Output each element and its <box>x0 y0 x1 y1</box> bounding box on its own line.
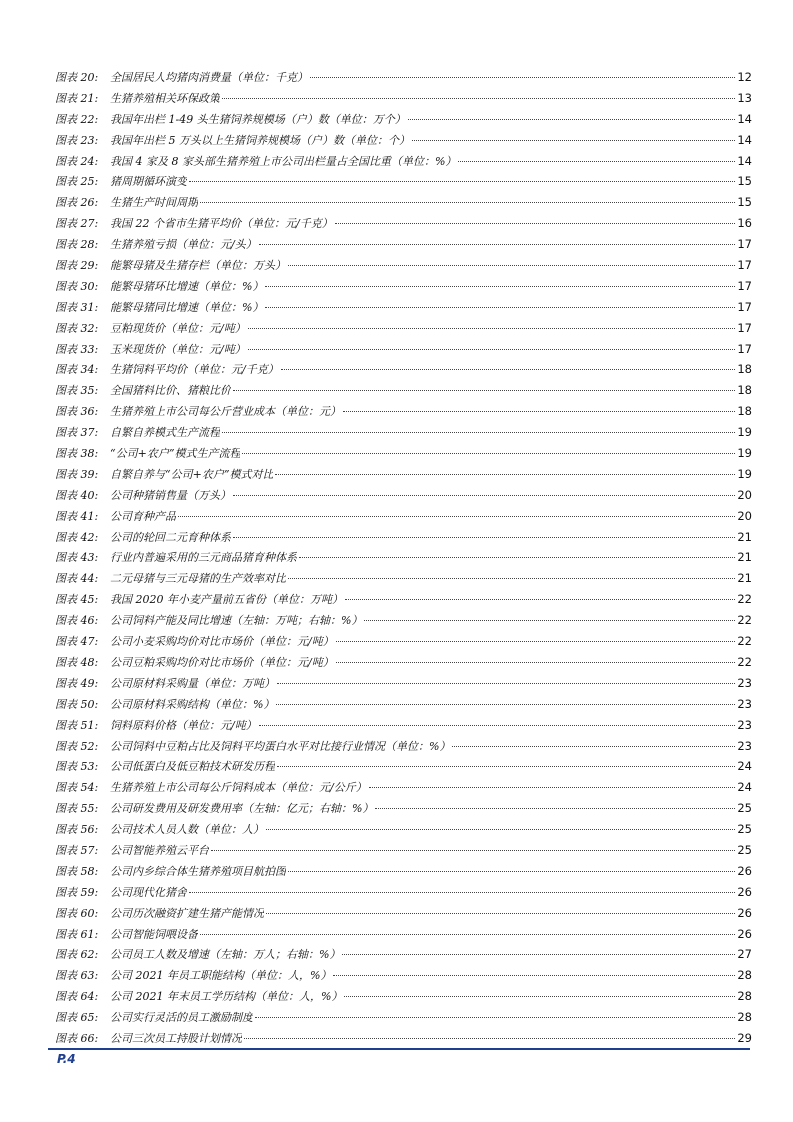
toc-entry[interactable] <box>55 318 752 339</box>
figure-title: 二元母猪与三元母猪的生产效率对比 <box>110 572 286 586</box>
toc-entry[interactable] <box>55 213 752 234</box>
dot-leader <box>458 161 735 162</box>
toc-entry[interactable] <box>55 443 752 464</box>
toc-entry[interactable] <box>55 276 752 297</box>
page-ref: 23 <box>737 675 752 690</box>
figure-number: 图表 33: <box>55 342 99 356</box>
figure-title: 我国 2020 年小麦产量前五省份（单位：万吨） <box>110 593 343 607</box>
page-ref: 26 <box>737 863 752 878</box>
figure-title: 公司种猪销售量（万头） <box>110 488 231 502</box>
dot-leader <box>248 328 736 329</box>
figure-title: 自繁自养与“公司+农户”模式对比 <box>110 467 274 481</box>
dot-leader <box>189 892 735 893</box>
toc-entry[interactable] <box>55 568 752 589</box>
dot-leader <box>342 954 735 955</box>
figure-number: 图表 63: <box>55 969 99 983</box>
dot-leader <box>310 77 735 78</box>
figure-number: 图表 54: <box>55 781 99 795</box>
toc-entry[interactable] <box>55 715 752 736</box>
dot-leader <box>344 996 735 997</box>
figure-title: 公司历次融资扩建生猪产能情况 <box>110 906 264 920</box>
figure-number: 图表 28: <box>55 238 99 252</box>
toc-entry[interactable] <box>55 652 752 673</box>
dot-leader <box>244 1038 735 1039</box>
figure-number: 图表 39: <box>55 467 99 481</box>
dot-leader <box>276 704 735 705</box>
page-ref: 26 <box>737 905 752 920</box>
toc-entry[interactable] <box>55 840 752 861</box>
toc-entry[interactable] <box>55 192 752 213</box>
figure-number: 图表 29: <box>55 259 99 273</box>
page-ref: 23 <box>737 696 752 711</box>
figure-number: 图表 49: <box>55 676 99 690</box>
page-ref: 12 <box>737 70 752 84</box>
dot-leader <box>266 913 735 914</box>
figure-title: 玉米现货价（单位：元/吨） <box>110 342 246 356</box>
dot-leader <box>281 369 736 370</box>
dot-leader <box>259 244 736 245</box>
page-ref: 21 <box>737 571 752 586</box>
page-ref: 25 <box>737 822 752 837</box>
page-ref: 24 <box>737 759 752 774</box>
figure-title: 公司实行灵活的员工激励制度 <box>110 1011 253 1025</box>
dot-leader <box>336 662 736 663</box>
figure-number: 图表 43: <box>55 551 99 565</box>
figure-number: 图表 40: <box>55 488 99 502</box>
toc-entry[interactable] <box>55 464 752 485</box>
dot-leader <box>200 934 735 935</box>
figure-number: 图表 51: <box>55 718 99 732</box>
figure-number: 图表 20: <box>55 71 99 84</box>
toc-entry[interactable] <box>55 297 752 318</box>
toc-entry[interactable] <box>55 610 752 631</box>
figure-title: 我国年出栏 5 万头以上生猪饲养规模场（户）数（单位：个） <box>110 133 410 147</box>
dot-leader <box>233 495 735 496</box>
figure-number: 图表 41: <box>55 509 99 523</box>
figure-title: 我国 4 家及 8 家头部生猪养殖上市公司出栏量占全国比重（单位：%） <box>110 154 457 168</box>
figure-number: 图表 25: <box>55 175 99 189</box>
figure-title: 生猪生产时间周期 <box>110 196 198 210</box>
page-ref: 29 <box>737 1030 752 1045</box>
page-ref: 16 <box>737 216 752 231</box>
toc-entry[interactable] <box>55 861 752 882</box>
page-ref: 26 <box>737 926 752 941</box>
figure-title: 生猪养殖上市公司每公斤饲料成本（单位：元/公斤） <box>110 781 367 795</box>
toc-entry[interactable] <box>55 130 752 151</box>
dot-leader <box>222 98 735 99</box>
toc-entry[interactable] <box>55 359 752 380</box>
figure-title: 公司饲料中豆粕占比及饲料平均蛋白水平对比接行业情况（单位：%） <box>110 739 451 753</box>
figure-number: 图表 46: <box>55 614 99 628</box>
dot-leader <box>452 746 735 747</box>
figure-number: 图表 44: <box>55 572 99 586</box>
figure-number: 图表 22: <box>55 112 99 126</box>
dot-leader <box>412 140 735 141</box>
page-ref: 17 <box>737 320 752 335</box>
dot-leader <box>369 787 736 788</box>
page-ref: 25 <box>737 801 752 816</box>
toc-entry[interactable] <box>55 965 752 986</box>
dot-leader <box>333 975 735 976</box>
toc-entry[interactable] <box>55 380 752 401</box>
figure-title: 公司三次员工持股计划情况 <box>110 1031 242 1045</box>
toc-entry[interactable] <box>55 798 752 819</box>
figure-number: 图表 59: <box>55 885 99 899</box>
dot-leader <box>288 578 735 579</box>
page-ref: 22 <box>737 634 752 649</box>
page-ref: 25 <box>737 842 752 857</box>
page-ref: 22 <box>737 654 752 669</box>
figure-number: 图表 21: <box>55 91 99 105</box>
dot-leader <box>248 349 736 350</box>
page-ref: 17 <box>737 278 752 293</box>
figure-title: 生猪饲料平均价（单位：元/千克） <box>110 363 279 377</box>
figure-title: 能繁母猪同比增速（单位：%） <box>110 300 264 314</box>
figure-title: 公司豆粕采购均价对比市场价（单位：元/吨） <box>110 655 334 669</box>
toc-entry[interactable] <box>55 171 752 192</box>
toc-entry[interactable] <box>55 736 752 757</box>
figure-title: 公司研发费用及研发费用率（左轴：亿元；右轴：%） <box>110 802 374 816</box>
figure-title: 公司技术人员人数（单位：人） <box>110 823 264 837</box>
toc-entry[interactable] <box>55 777 752 798</box>
figure-number: 图表 34: <box>55 363 99 377</box>
page-ref: 18 <box>737 383 752 398</box>
toc-entry[interactable] <box>55 485 752 506</box>
page-ref: 15 <box>737 195 752 210</box>
page-ref: 14 <box>737 153 752 168</box>
page-ref: 27 <box>737 947 752 962</box>
page-ref: 22 <box>737 613 752 628</box>
toc-entry[interactable] <box>55 882 752 903</box>
page-ref: 17 <box>737 299 752 314</box>
page-ref: 23 <box>737 738 752 753</box>
dot-leader <box>178 516 735 517</box>
page-ref: 17 <box>737 258 752 273</box>
toc-entry[interactable] <box>55 756 752 777</box>
figure-number: 图表 64: <box>55 990 99 1004</box>
toc-entry[interactable] <box>55 547 752 568</box>
page-ref: 15 <box>737 174 752 189</box>
dot-leader <box>211 850 735 851</box>
dot-leader <box>222 432 735 433</box>
figure-title: 公司现代化猪舍 <box>110 885 187 899</box>
page-ref: 19 <box>737 425 752 440</box>
figure-number: 图表 66: <box>55 1031 99 1045</box>
dot-leader <box>335 223 736 224</box>
figure-title: 公司 2021 年末员工学历结构（单位：人，%） <box>110 990 343 1004</box>
dot-leader <box>200 202 735 203</box>
page-ref: 18 <box>737 404 752 419</box>
dot-leader <box>259 725 736 726</box>
figure-number: 图表 50: <box>55 697 99 711</box>
figure-title: “公司+农户”模式生产流程 <box>110 447 241 461</box>
figure-title: 公司饲料产能及同比增速（左轴：万吨；右轴：%） <box>110 614 363 628</box>
figure-title: 公司原材料采购量（单位：万吨） <box>110 676 275 690</box>
page-ref: 14 <box>737 132 752 147</box>
toc-entry[interactable] <box>55 88 752 109</box>
dot-leader <box>255 1017 735 1018</box>
figure-title: 饲料原料价格（单位：元/吨） <box>110 718 257 732</box>
page-ref: 20 <box>737 508 752 523</box>
figure-title: 能繁母猪及生猪存栏（单位：万头） <box>110 259 286 273</box>
figure-number: 图表 35: <box>55 384 99 398</box>
dot-leader <box>265 307 735 308</box>
figure-number: 图表 32: <box>55 321 99 335</box>
toc-entry[interactable] <box>55 67 752 88</box>
figure-title: 公司育种产品 <box>110 509 176 523</box>
page-ref: 28 <box>737 968 752 983</box>
figure-title: 公司原材料采购结构（单位：%） <box>110 697 275 711</box>
figure-number: 图表 37: <box>55 426 99 440</box>
figure-title: 行业内普遍采用的三元商品猪育种体系 <box>110 551 297 565</box>
toc-entry[interactable] <box>55 986 752 1007</box>
toc-entry[interactable] <box>55 339 752 360</box>
footer-divider <box>48 1048 750 1050</box>
page-ref: 28 <box>737 1010 752 1025</box>
dot-leader <box>299 557 735 558</box>
figure-number: 图表 26: <box>55 196 99 210</box>
figure-number: 图表 36: <box>55 405 99 419</box>
dot-leader <box>343 411 735 412</box>
figure-title: 公司的轮回二元育种体系 <box>110 530 231 544</box>
figure-number: 图表 62: <box>55 948 99 962</box>
page-ref: 17 <box>737 341 752 356</box>
figure-number: 图表 45: <box>55 593 99 607</box>
figure-title: 公司低蛋白及低豆粕技术研发历程 <box>110 760 275 774</box>
figure-title: 能繁母猪环比增速（单位：%） <box>110 279 264 293</box>
figure-title: 我国 22 个省市生猪平均价（单位：元/千克） <box>110 217 333 231</box>
figure-title: 全国居民人均猪肉消费量（单位：千克） <box>110 71 308 84</box>
figure-title: 公司 2021 年员工职能结构（单位：人，%） <box>110 969 332 983</box>
page-ref: 28 <box>737 989 752 1004</box>
dot-leader <box>277 766 735 767</box>
toc-entry[interactable] <box>55 631 752 652</box>
page-ref: 22 <box>737 592 752 607</box>
figure-title: 生猪养殖相关环保政策 <box>110 91 220 105</box>
figure-title: 公司智能饲喂设备 <box>110 927 198 941</box>
figure-title: 生猪养殖亏损（单位：元/头） <box>110 238 257 252</box>
page-ref: 21 <box>737 550 752 565</box>
toc-entry[interactable] <box>55 1007 752 1028</box>
toc-entry[interactable] <box>55 673 752 694</box>
toc-entry[interactable] <box>55 924 752 945</box>
dot-leader <box>277 683 735 684</box>
figure-number: 图表 61: <box>55 927 99 941</box>
toc-entry[interactable] <box>55 506 752 527</box>
page-number: P.4 <box>57 1052 76 1066</box>
figure-title: 自繁自养模式生产流程 <box>110 426 220 440</box>
toc-entry[interactable] <box>55 109 752 130</box>
figure-index-list <box>55 67 752 1049</box>
toc-entry[interactable] <box>55 694 752 715</box>
figure-number: 图表 23: <box>55 133 99 147</box>
toc-entry[interactable] <box>55 819 752 840</box>
dot-leader <box>345 599 735 600</box>
toc-entry[interactable] <box>55 1028 752 1049</box>
page-ref: 26 <box>737 884 752 899</box>
figure-title: 公司内乡综合体生猪养殖项目航拍图 <box>110 864 286 878</box>
toc-entry[interactable] <box>55 527 752 548</box>
page-ref: 17 <box>737 237 752 252</box>
figure-title: 我国年出栏 1-49 头生猪饲养规模场（户）数（单位：万个） <box>110 112 406 126</box>
figure-number: 图表 24: <box>55 154 99 168</box>
figure-title: 猪周期循环演变 <box>110 175 187 189</box>
figure-title: 生猪养殖上市公司每公斤营业成本（单位：元） <box>110 405 341 419</box>
dot-leader <box>288 265 735 266</box>
figure-number: 图表 30: <box>55 279 99 293</box>
page-ref: 19 <box>737 446 752 461</box>
page-ref: 20 <box>737 487 752 502</box>
toc-entry[interactable] <box>55 944 752 965</box>
figure-title: 豆粕现货价（单位：元/吨） <box>110 321 246 335</box>
dot-leader <box>364 620 735 621</box>
figure-title: 公司小麦采购均价对比市场价（单位：元/吨） <box>110 635 334 649</box>
toc-entry[interactable] <box>55 151 752 172</box>
page-ref: 18 <box>737 362 752 377</box>
figure-title: 公司员工人数及增速（左轴：万人；右轴：%） <box>110 948 341 962</box>
dot-leader <box>189 181 735 182</box>
figure-number: 图表 47: <box>55 635 99 649</box>
page-ref: 14 <box>737 111 752 126</box>
figure-title: 全国猪料比价、猪粮比价 <box>110 384 231 398</box>
page-ref: 13 <box>737 90 752 105</box>
figure-number: 图表 52: <box>55 739 99 753</box>
figure-number: 图表 42: <box>55 530 99 544</box>
figure-number: 图表 60: <box>55 906 99 920</box>
dot-leader <box>233 537 735 538</box>
figure-number: 图表 57: <box>55 843 99 857</box>
dot-leader <box>265 286 735 287</box>
dot-leader <box>275 474 735 475</box>
toc-entry[interactable] <box>55 255 752 276</box>
dot-leader <box>375 808 735 809</box>
figure-title: 公司智能养殖云平台 <box>110 843 209 857</box>
figure-number: 图表 56: <box>55 823 99 837</box>
dot-leader <box>408 119 736 120</box>
toc-entry[interactable] <box>55 589 752 610</box>
dot-leader <box>242 453 735 454</box>
page-ref: 24 <box>737 780 752 795</box>
figure-number: 图表 48: <box>55 655 99 669</box>
page-ref: 21 <box>737 529 752 544</box>
dot-leader <box>266 829 735 830</box>
toc-entry[interactable] <box>55 401 752 422</box>
toc-entry[interactable] <box>55 234 752 255</box>
figure-number: 图表 58: <box>55 864 99 878</box>
figure-number: 图表 31: <box>55 300 99 314</box>
figure-number: 图表 53: <box>55 760 99 774</box>
toc-entry[interactable] <box>55 903 752 924</box>
dot-leader <box>336 641 736 642</box>
page-ref: 19 <box>737 466 752 481</box>
dot-leader <box>233 390 735 391</box>
figure-number: 图表 55: <box>55 802 99 816</box>
figure-number: 图表 65: <box>55 1011 99 1025</box>
figure-number: 图表 38: <box>55 447 99 461</box>
page-ref: 23 <box>737 717 752 732</box>
dot-leader <box>288 871 735 872</box>
figure-number: 图表 27: <box>55 217 99 231</box>
toc-entry[interactable] <box>55 422 752 443</box>
